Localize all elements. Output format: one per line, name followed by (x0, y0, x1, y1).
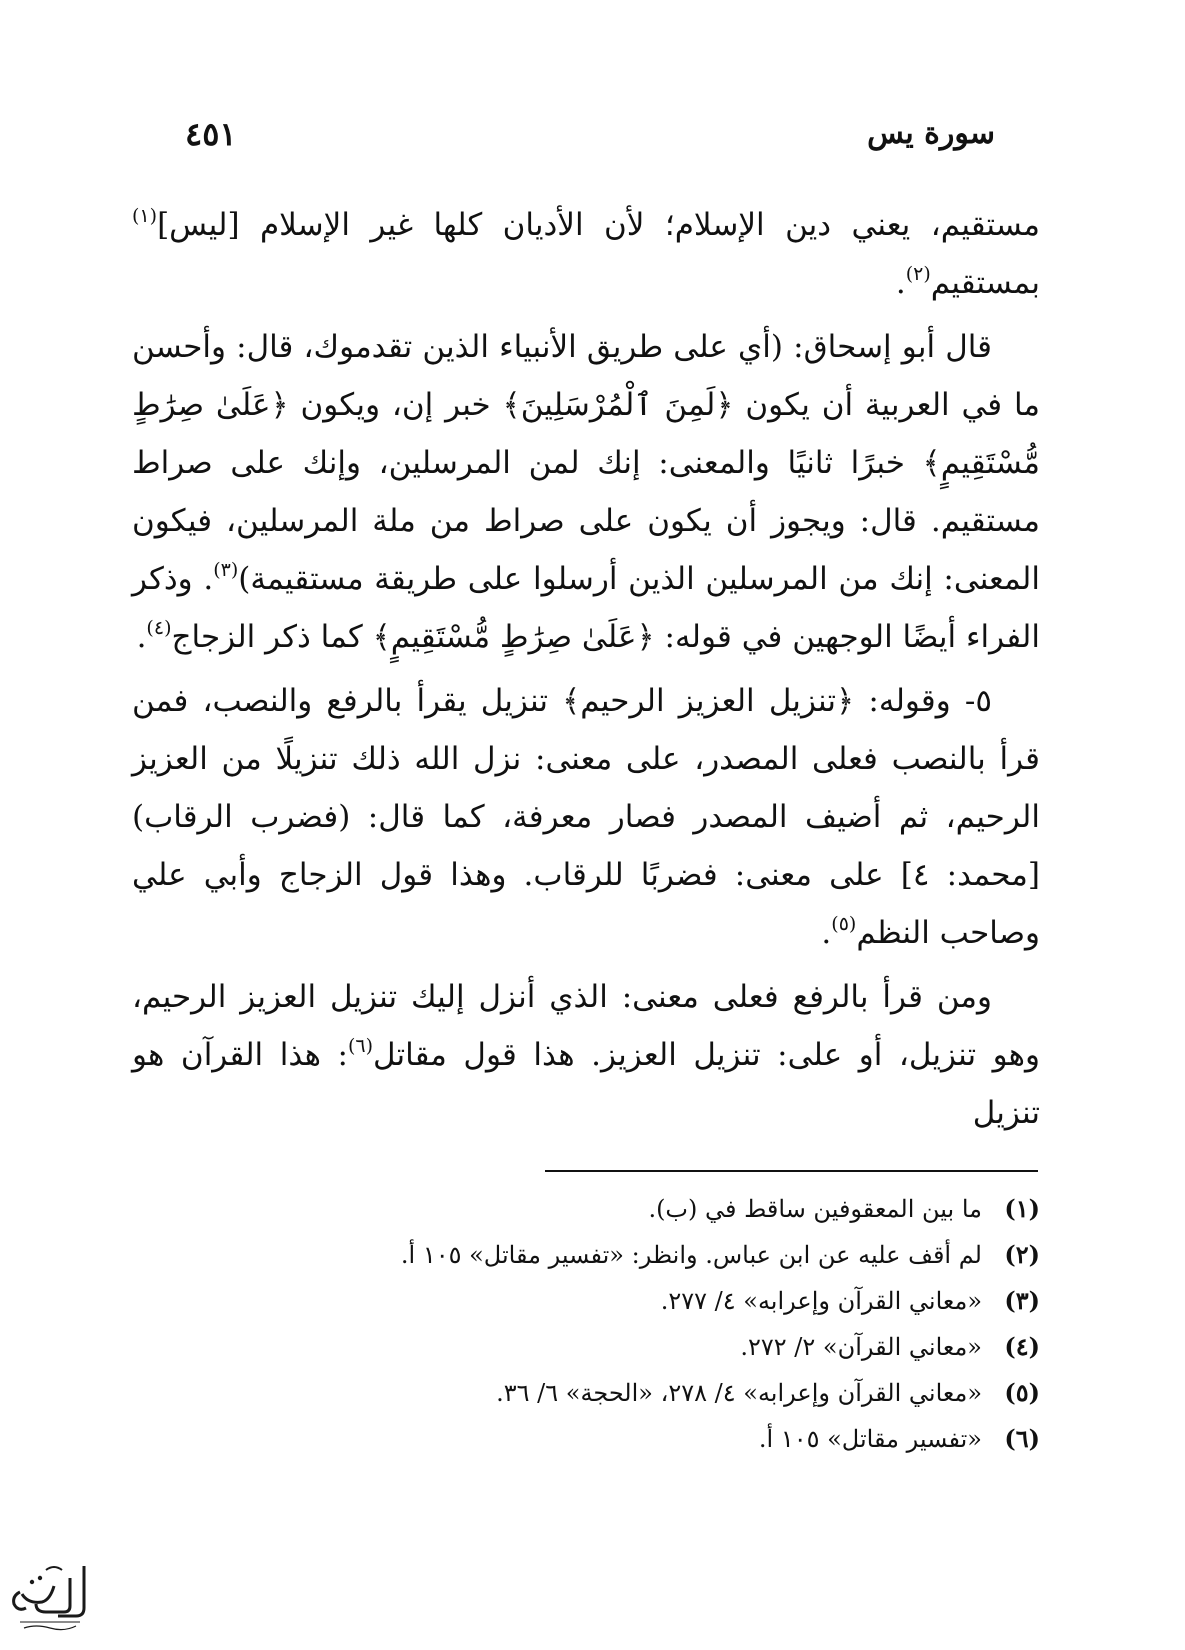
body-paragraph (132, 968, 1040, 1142)
footnote-text: «تفسير مقاتل» ١٠٥ أ. (758, 1425, 982, 1453)
footnote-reference: (٦) (347, 1035, 374, 1057)
text-segment: خبر إن، ويكون (288, 387, 503, 423)
quran-quote: ﴿لَمِنَ ٱلْمُرْسَلِينَ﴾ (502, 387, 734, 423)
text-segment: : هذا القرآن هو تنزيل (132, 1037, 1040, 1131)
footnote-reference: (٢) (905, 263, 931, 285)
footnote-text: ما بين المعقوفين ساقط في (ب). (648, 1195, 982, 1223)
footnote-reference: (٤) (146, 617, 172, 639)
footnote-number: (٥) (1004, 1378, 1040, 1407)
footnotes-list (300, 1186, 1040, 1462)
quran-quote: ﴿تنزيل العزيز الرحيم﴾ (562, 683, 855, 719)
quran-quote: ﴿عَلَىٰ صِرَٰطٍ مُّسْتَقِيمٍ﴾ (132, 387, 1040, 481)
text-segment: مستقيم، يعني دين الإسلام؛ لأن الأديان كلها غير الإسلام [ليس] (157, 207, 1040, 243)
text-segment: ٥- وقوله: (854, 683, 993, 719)
footnote-reference: (١) (132, 205, 158, 227)
footnote (300, 1232, 1040, 1278)
footnote (300, 1278, 1040, 1324)
body-paragraph (132, 318, 1040, 666)
text-segment: . (895, 265, 906, 301)
footnote-reference: (٣) (213, 559, 239, 581)
page-number: ٤٥١ (185, 115, 237, 153)
footnote (300, 1324, 1040, 1370)
footnote-number: (١) (1004, 1194, 1040, 1223)
text-segment: خبرًا ثانيًا والمعنى: إنك لمن المرسلين، وإنك على صراط مستقيم. قال: ويجوز أن يكون على صراط من ملة المرسلين، فيكون المعنى: إنك من المرسلين الذين أرسلوا على طريقة مستقيمة) (132, 445, 1040, 597)
surah-title: سورة يس (867, 116, 995, 151)
footnote-text: «معاني القرآن وإعرابه» ٤/ ٢٧٧. (660, 1287, 982, 1315)
footnote-number: (٢) (1004, 1240, 1040, 1269)
footnote (300, 1186, 1040, 1232)
footnote (300, 1370, 1040, 1416)
text-segment: قال أبو إسحاق: (أي على طريق الأنبياء الذين تقدموك، قال: وأحسن ما في العربية أن يكون (132, 329, 1040, 423)
footnote-number: (٣) (1004, 1286, 1040, 1315)
footnote-number: (٤) (1004, 1332, 1040, 1361)
body-paragraph (132, 196, 1040, 312)
footnote-text: «معاني القرآن» ٢/ ٢٧٢. (740, 1333, 982, 1361)
text-segment: تنزيل يقرأ بالرفع والنصب، فمن قرأ بالنصب فعلى المصدر، على معنى: نزل الله ذلك تنزيلًا من العزيز الرحيم، ثم أضيف المصدر فصار معرفة، كما قال: (فضرب الرقاب) [محمد: ٤] على معنى: فضربًا للرقاب. وهذا قول الزجاج وأبي علي وصاحب النظم (132, 683, 1041, 951)
body-paragraph (132, 672, 1040, 962)
quran-quote: ﴿عَلَىٰ صِرَٰطٍ مُّسْتَقِيمٍ﴾ (372, 619, 655, 655)
watermark-logo (6, 1556, 92, 1636)
main-text (132, 196, 1040, 1148)
footnote-text: «معاني القرآن وإعرابه» ٤/ ٢٧٨، «الحجة» ٦/ ٣٦. (496, 1379, 982, 1407)
text-segment: كما ذكر الزجاج (171, 619, 373, 655)
text-segment: ومن قرأ بالرفع فعلى معنى: الذي أنزل إليك تنزيل العزيز الرحيم، وهو تنزيل، أو على: تنزيل العزيز. هذا قول مقاتل (132, 979, 1040, 1073)
text-segment: . وذكر الفراء أيضًا الوجهين في قوله: (132, 561, 1040, 655)
calligraphy-logo-icon (6, 1556, 92, 1636)
footnote-reference: (٥) (831, 913, 857, 935)
footnote (300, 1416, 1040, 1462)
footnote-text: لم أقف عليه عن ابن عباس. وانظر: «تفسير مقاتل» ١٠٥ أ. (400, 1241, 982, 1269)
text-segment: . (821, 915, 832, 951)
text-segment: بمستقيم (930, 265, 1040, 301)
running-header (185, 112, 995, 162)
footnote-number: (٦) (1004, 1424, 1040, 1453)
text-segment: . (136, 619, 147, 655)
footnote-separator (545, 1170, 1038, 1172)
